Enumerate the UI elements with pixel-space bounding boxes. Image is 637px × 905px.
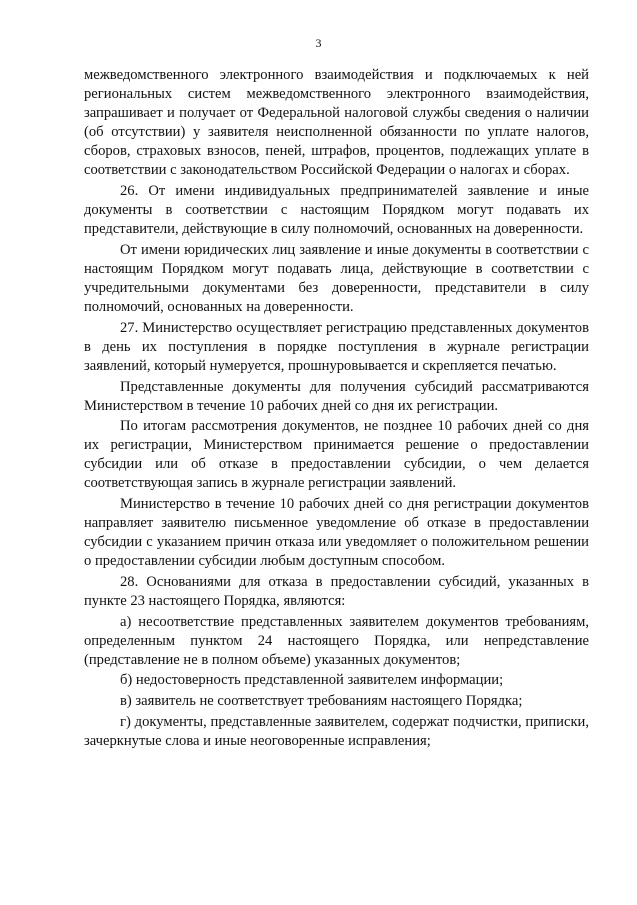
paragraph-item-27: 27. Министерство осуществляет регистрацию представленных документов в день их поступления в порядке поступления в журнале регистрации заявлений, который нумеруется, прошнуровывается и скрепляется печатью. xyxy=(84,319,589,374)
paragraph-review-period: Представленные документы для получения субсидий рассматриваются Министерством в течение 10 рабочих дней со дня их регистрации. xyxy=(84,378,589,414)
paragraph-item-28: 28. Основаниями для отказа в предоставлении субсидий, указанных в пункте 23 настоящего Порядка, являются: xyxy=(84,573,589,610)
paragraph-legal-entities: От имени юридических лиц заявление и иные документы в соответствии с настоящим Порядком могут подавать лица, действующие в соответствии с учредительными документами без доверенности, представители в силу полномочий, основанных на доверенности. xyxy=(84,241,589,316)
list-item-b: б) недостоверность представленной заявителем информации; xyxy=(120,672,504,689)
document-body xyxy=(84,66,589,751)
paragraph-decision: По итогам рассмотрения документов, не позднее 10 рабочих дней со дня их регистрации, Министерством принимается решение о предоставлении субсидии или об отказе в предоставлении субсидии, о чем делается соответствующая запись в журнале регистрации заявлений. xyxy=(84,418,589,492)
paragraph-notification: Министерство в течение 10 рабочих дней со дня регистрации документов направляет заявителю письменное уведомление об отказе в предоставлении субсидии с указанием причин отказа или уведомляет о положительном решении о предоставлении субсидии любым доступным способом. xyxy=(84,496,589,570)
list-item-g: г) документы, представленные заявителем, содержат подчистки, приписки, зачеркнутые слова и иные неоговоренные исправления; xyxy=(84,713,589,749)
list-item-a: а) несоответствие представленных заявителем документов требованиям, определенным пунктом 24 настоящего Порядка, или непредставление (представление не в полном объеме) указанных документов; xyxy=(84,613,589,668)
page-number: 3 xyxy=(315,36,322,50)
list-item-v: в) заявитель не соответствует требованиям настоящего Порядка; xyxy=(120,693,523,709)
paragraph-item-26: 26. От имени индивидуальных предпринимателей заявление и иные документы в соответствии с настоящим Порядком могут подавать их представители, действующие в силу полномочий, основанных на доверенности. xyxy=(84,183,589,238)
paragraph-continuation: межведомственного электронного взаимодействия и подключаемых к ней региональных систем межведомственного электронного взаимодействия, запрашивает и получает от Федеральной налоговой службы сведения о наличии (об отсутствии) у заявителя неисполненной обязанности по уплате налогов, сборов, страховых взносов, пеней, штрафов, процентов, подлежащих уплате в соответствии с законодательством Российской Федерации о налогах и сборах. xyxy=(84,67,589,179)
